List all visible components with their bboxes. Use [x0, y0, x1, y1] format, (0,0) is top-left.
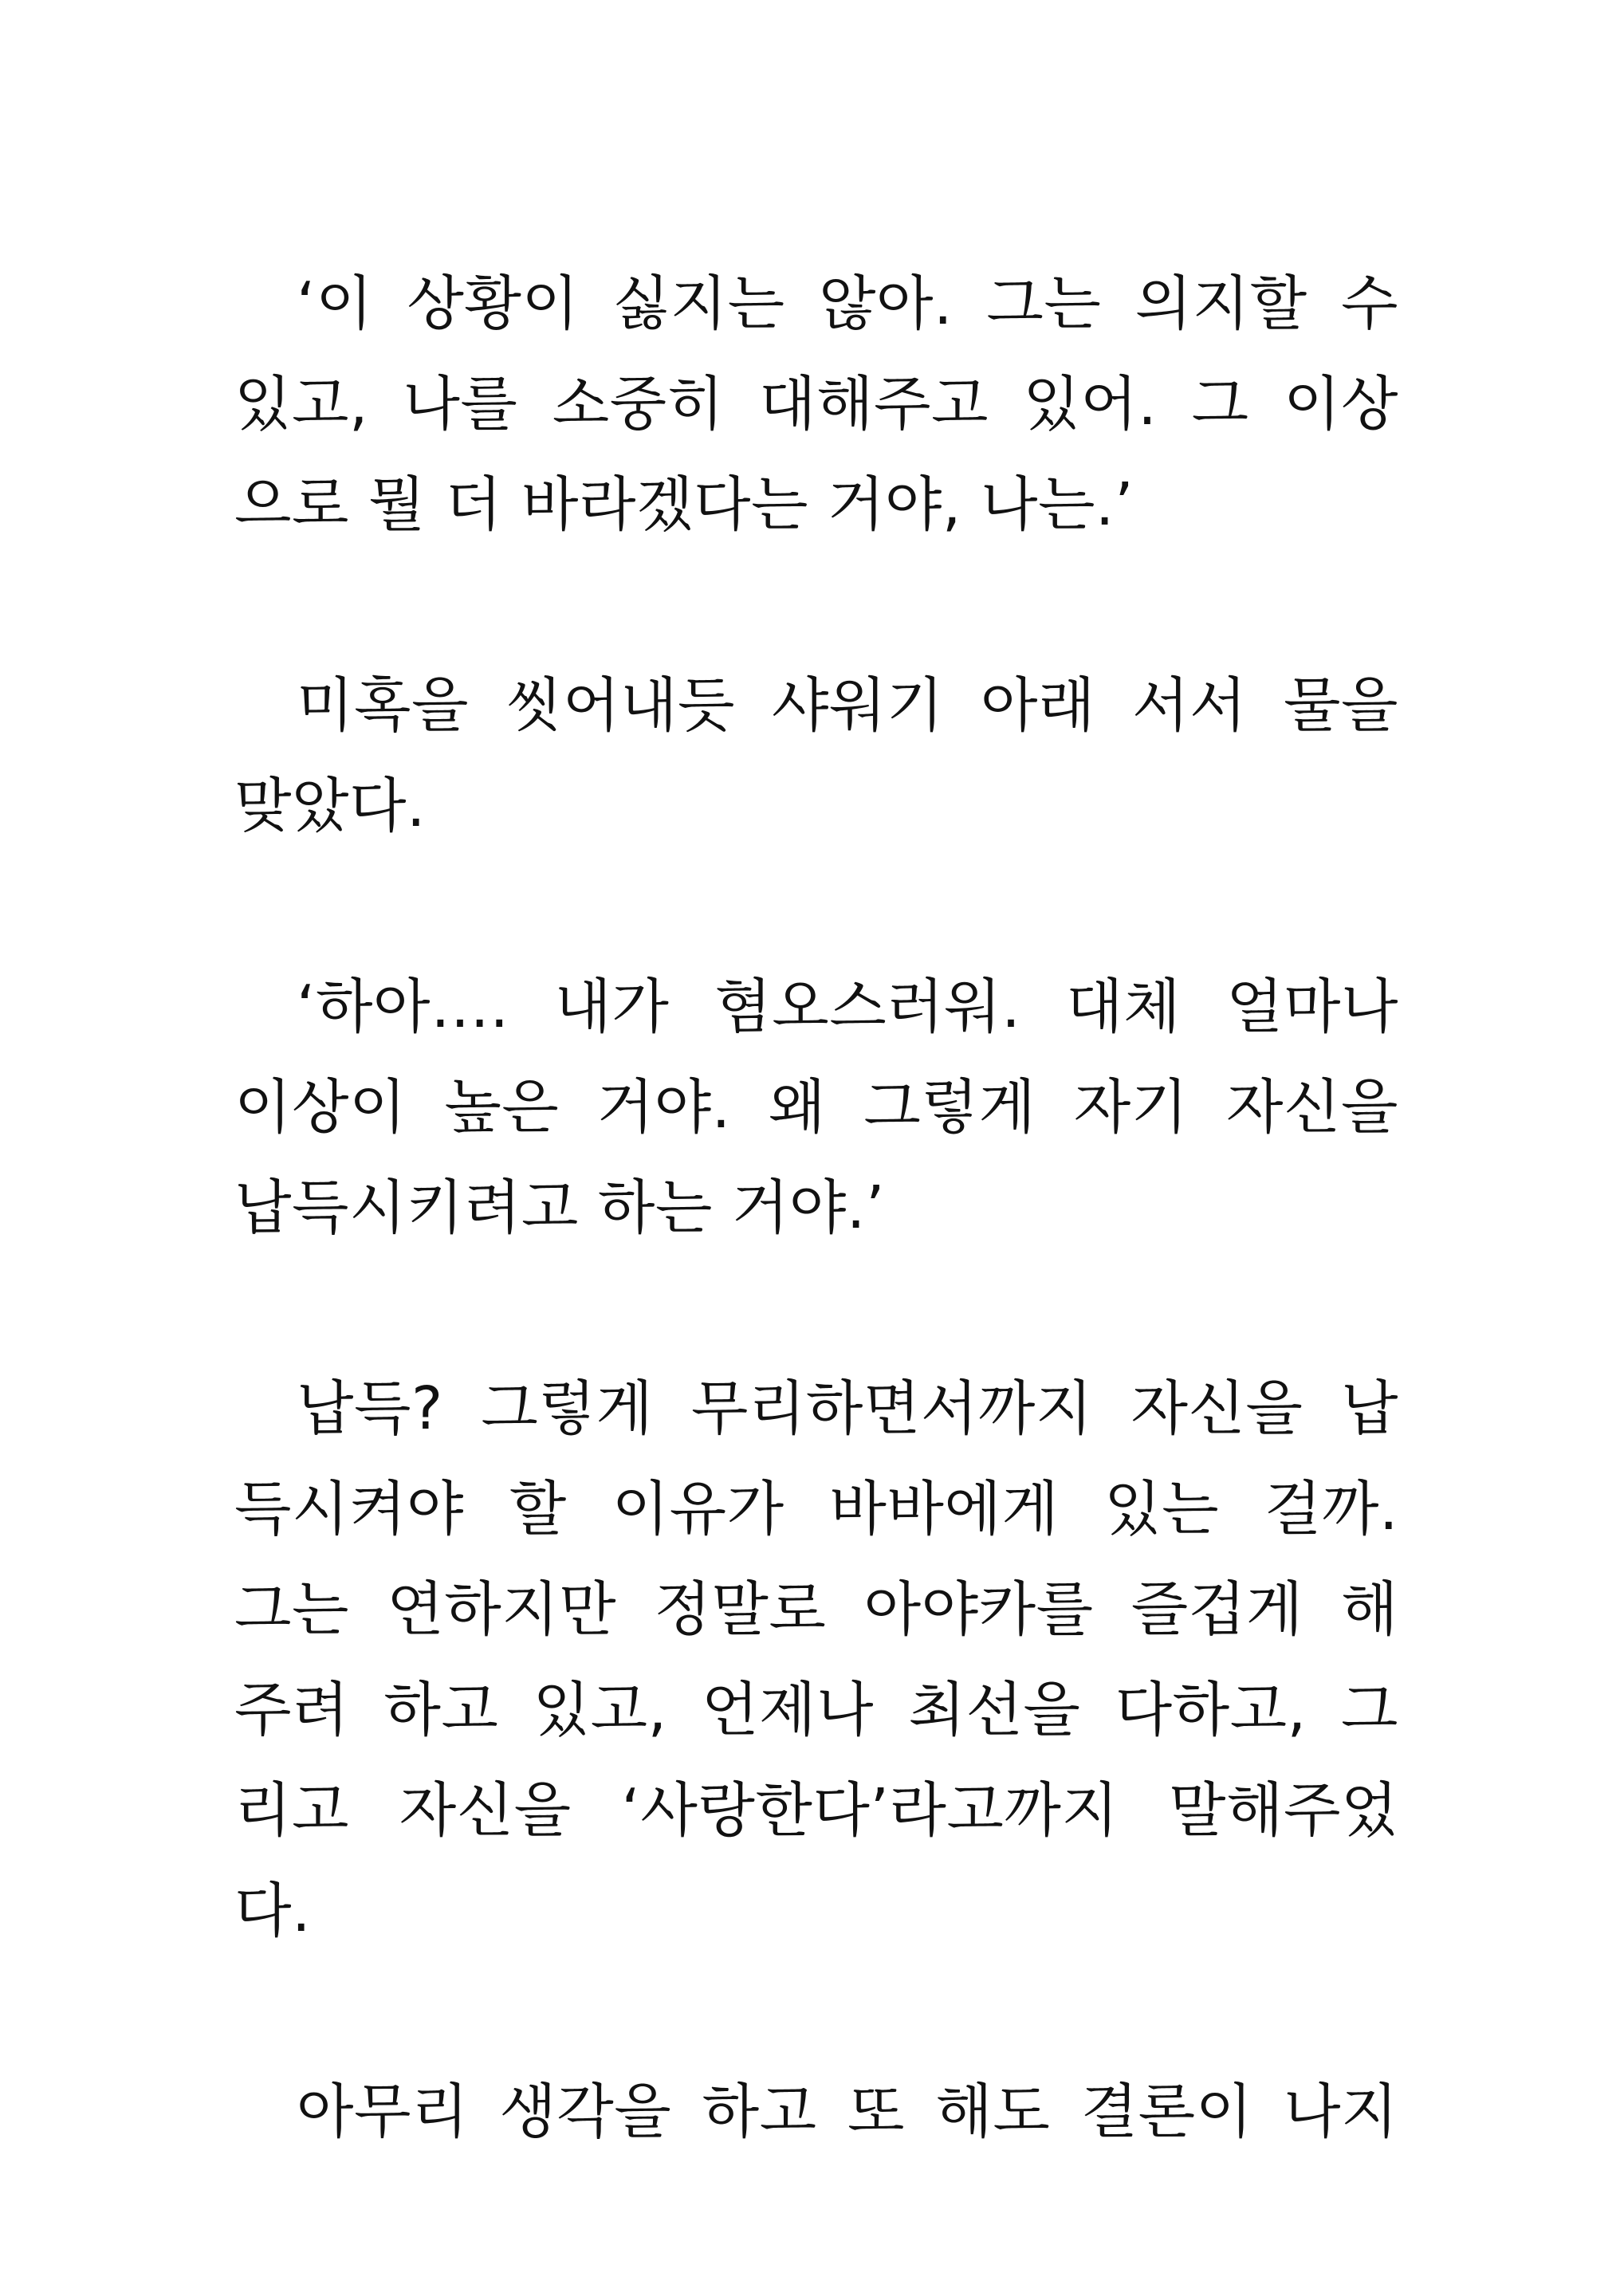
paragraph — [234, 957, 1398, 1258]
text-line: ‘이 상황이 싫지는 않아. 그는 의지할 수 — [297, 269, 1398, 338]
text-line: 득시켜야 할 이유가 바바에게 있는 걸까. — [234, 1475, 1398, 1543]
text-line: 맞았다. — [234, 772, 426, 840]
text-line: 다. — [234, 1877, 312, 1945]
text-line: 납득시키려고 하는 거야.’ — [234, 1174, 885, 1242]
text-line: 리고 자신을 ‘사랑한다’라고까지 말해주었 — [234, 1776, 1398, 1845]
text-line: 납득? 그렇게 무리하면서까지 자신을 납 — [297, 1374, 1398, 1443]
text-line: 그는 연하지만 정말로 아야카를 즐겁게 해 — [234, 1575, 1398, 1644]
body-text — [234, 254, 1398, 2263]
text-line: 주려 하고 있고, 언제나 최선을 다하고, 그 — [234, 1676, 1398, 1744]
text-line: 있고, 나를 소중히 대해주고 있어. 그 이상 — [234, 370, 1398, 438]
text-line: 미혹을 씻어내듯 샤워기 아래 서서 물을 — [297, 671, 1398, 740]
paragraph — [234, 655, 1398, 856]
text-line: 이상이 높은 거야. 왜 그렇게 자기 자신을 — [234, 1073, 1398, 1142]
text-line: 으로 뭘 더 바라겠다는 거야, 나는.’ — [234, 470, 1134, 539]
text-line: ‘하아…. 내가 혐오스러워. 대체 얼마나 — [297, 973, 1398, 1041]
paragraph — [234, 2062, 1398, 2162]
text-line: 아무리 생각을 하고 또 해도 결론이 나지 — [297, 2078, 1398, 2146]
paragraph — [234, 1358, 1398, 1961]
paragraph — [234, 254, 1398, 555]
